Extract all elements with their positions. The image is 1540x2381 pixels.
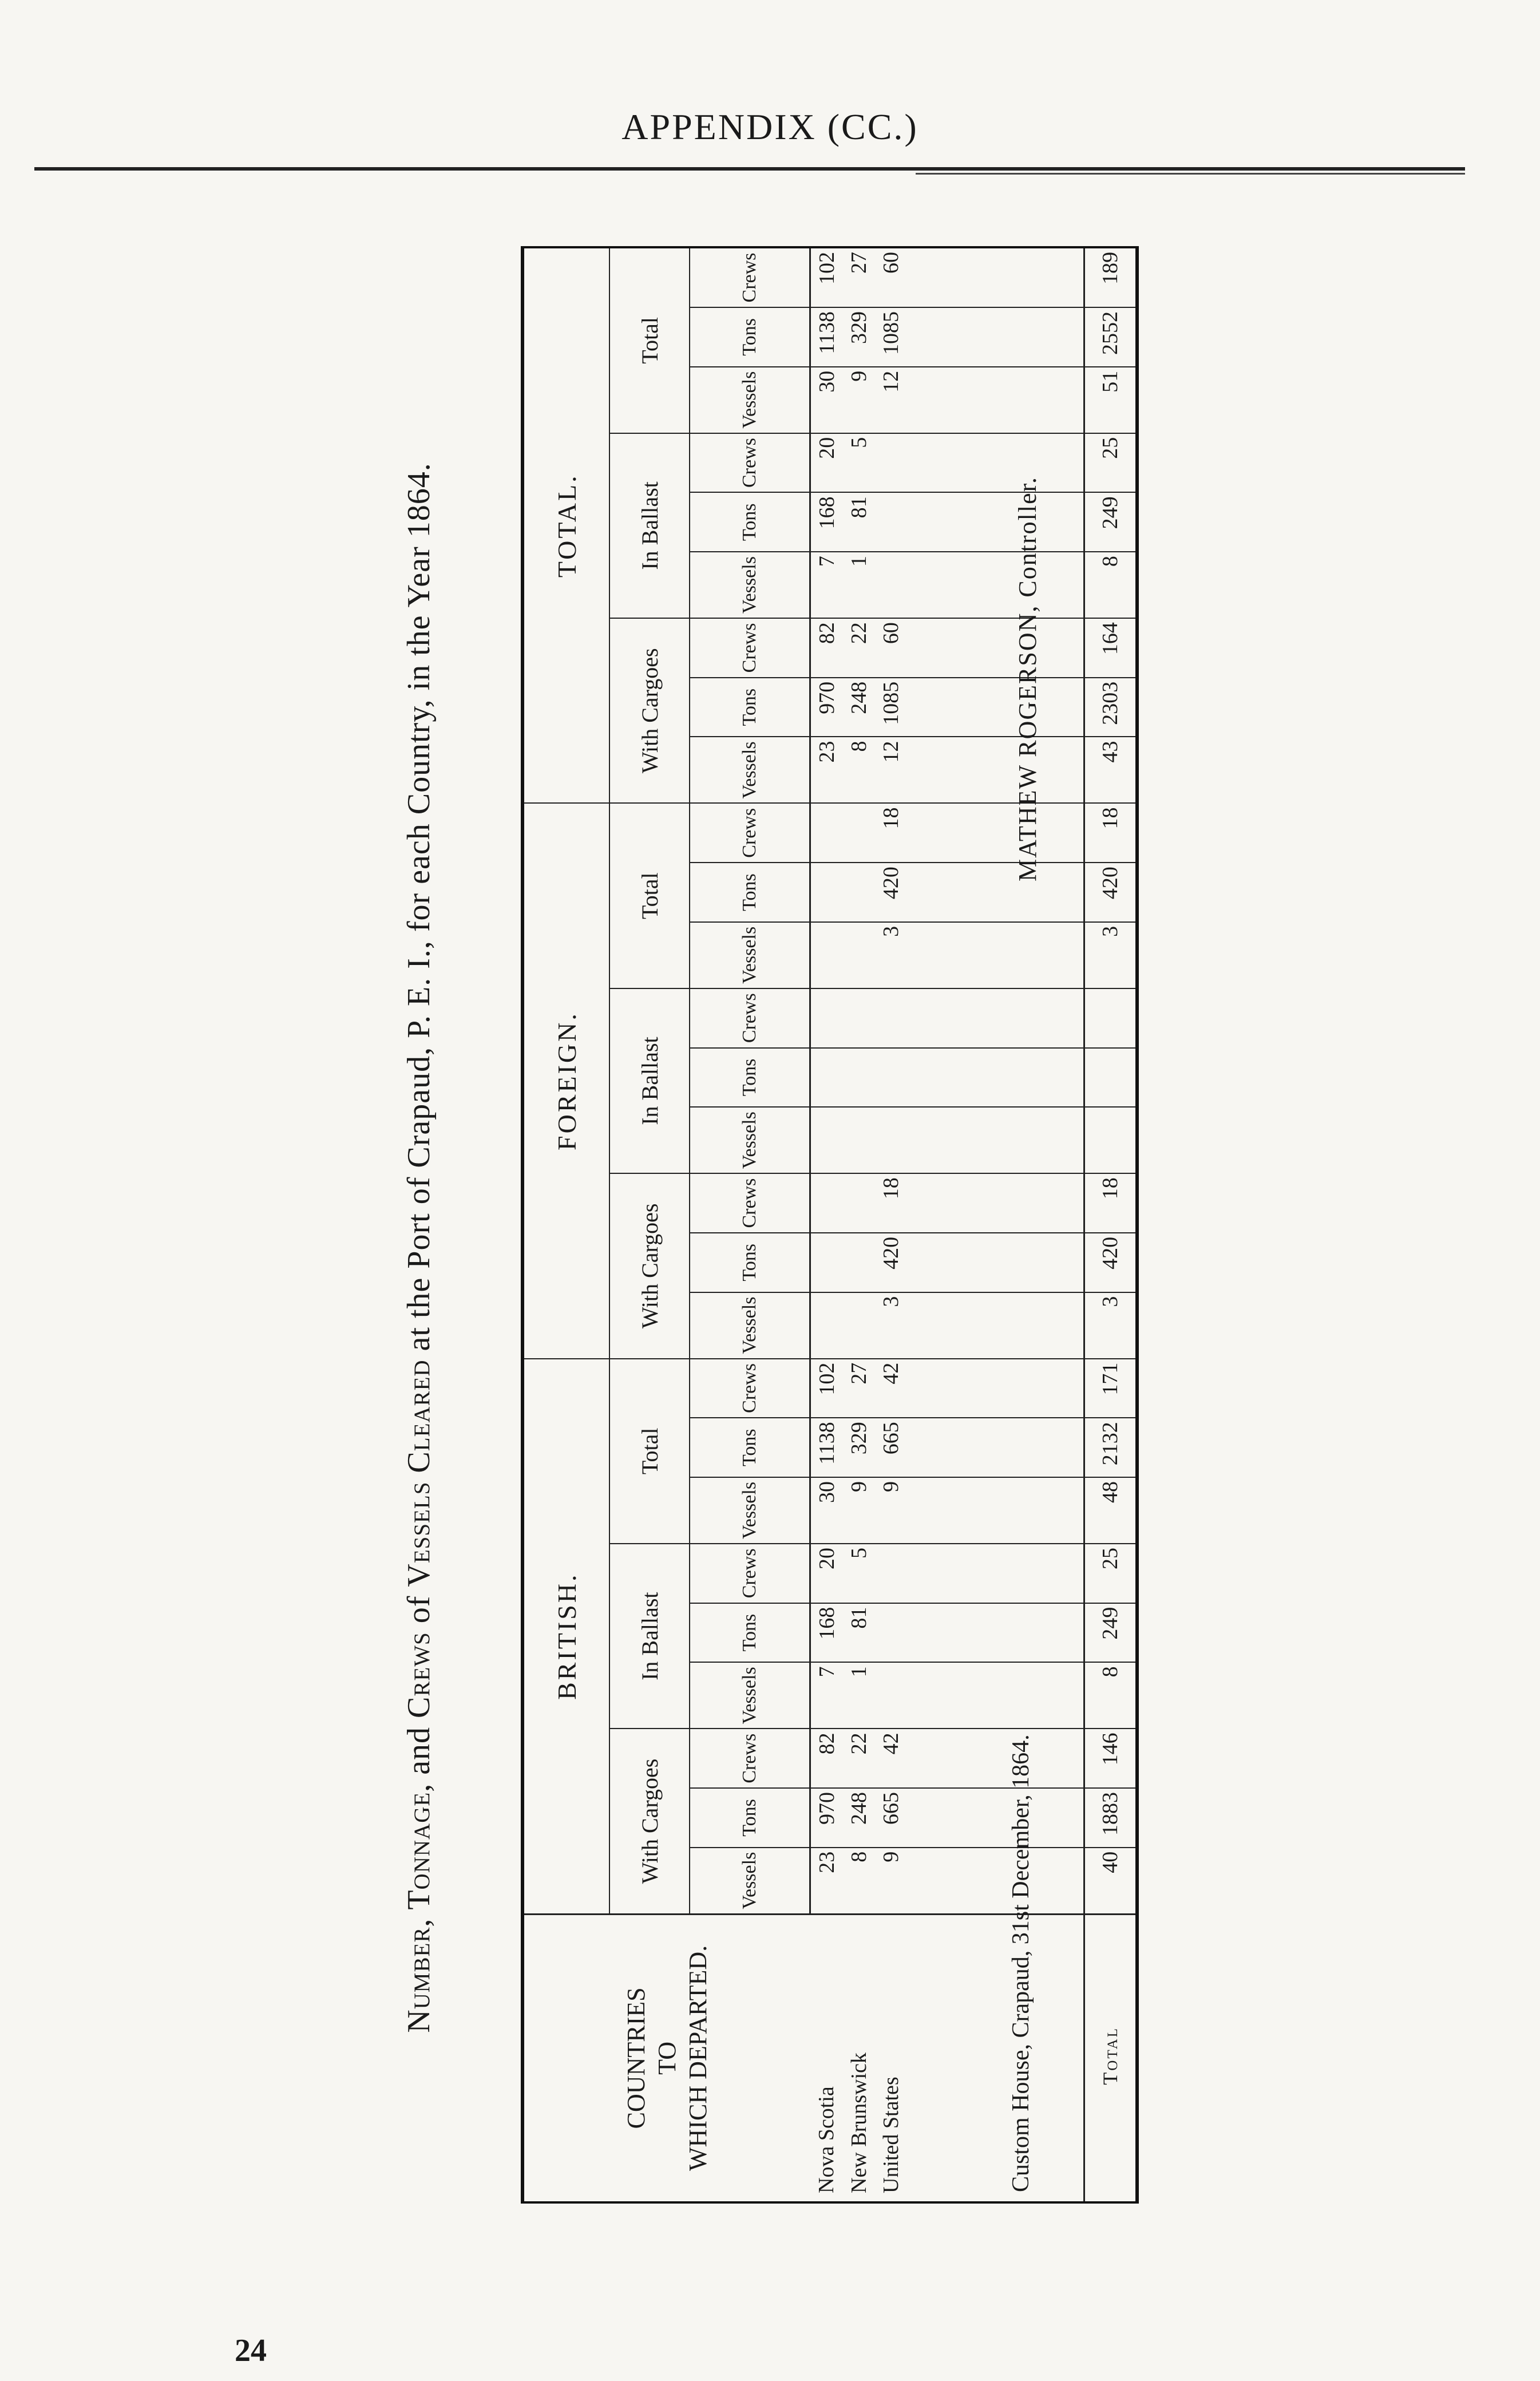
spacer-cell	[907, 803, 1084, 863]
subgroup-header: Total	[609, 247, 690, 433]
table-row	[843, 247, 875, 2202]
column-header-crews: Crews	[690, 433, 810, 493]
column-header-crews: Crews	[690, 988, 810, 1048]
spacer-cell	[907, 1107, 1084, 1173]
subgroup-header: With Cargoes	[609, 1729, 690, 1914]
cell-british-total-crews: 42	[875, 1359, 907, 1418]
cell-grand-total-crews: 27	[843, 247, 875, 307]
cell-grand-total-tons: 1138	[810, 307, 844, 367]
cell-foreign-ballast-crews	[843, 988, 875, 1048]
signature: MATHEW ROGERSON, Controller.	[1014, 476, 1042, 881]
spacer-cell	[907, 1048, 1084, 1108]
column-header-tons: Tons	[690, 1418, 810, 1477]
cell-foreign-total-vessels	[810, 922, 844, 988]
column-header-row	[690, 247, 810, 2202]
cell-foreign-ballast-vessels	[875, 1107, 907, 1173]
cell-foreign-cargo-crews	[810, 1173, 844, 1233]
cell-foreign-total-vessels: 3	[875, 922, 907, 988]
spacer-cell	[907, 922, 1084, 988]
cell-grand-ballast-vessels: 7	[810, 552, 844, 618]
cell-foreign-total-tons: 420	[1084, 863, 1138, 922]
spacer-cell	[907, 492, 1084, 552]
title-word: and	[401, 1726, 437, 1775]
cell-british-ballast-vessels	[875, 1662, 907, 1729]
cell-foreign-cargo-vessels	[810, 1292, 844, 1359]
cell-british-total-vessels: 9	[843, 1477, 875, 1544]
cell-grand-total-crews: 102	[810, 247, 844, 307]
table-row	[810, 247, 844, 2202]
page-number: 24	[235, 2333, 267, 2368]
table-spacer	[907, 247, 1084, 2202]
table-title	[401, 212, 437, 2284]
spacer-cell	[907, 737, 1084, 803]
cell-foreign-total-crews: 18	[875, 803, 907, 863]
cell-grand-ballast-vessels: 1	[843, 552, 875, 618]
country-header-line: COUNTRIES	[621, 1987, 650, 2129]
cell-grand-cargo-vessels: 23	[810, 737, 844, 803]
column-header-vessels: Vessels	[690, 1477, 810, 1544]
cell-foreign-ballast-crews	[1084, 988, 1138, 1048]
column-header-vessels: Vessels	[690, 1292, 810, 1359]
cell-grand-total-vessels: 30	[810, 367, 844, 433]
country-header-line: TO	[652, 2041, 681, 2075]
column-header-vessels: Vessels	[690, 367, 810, 433]
cell-foreign-cargo-vessels: 3	[875, 1292, 907, 1359]
subgroup-header: In Ballast	[609, 1544, 690, 1729]
subgroup-header: In Ballast	[609, 433, 690, 618]
cell-british-ballast-crews: 5	[843, 1544, 875, 1603]
cell-british-cargo-vessels: 8	[843, 1848, 875, 1915]
cell-british-ballast-tons: 81	[843, 1603, 875, 1663]
spacer-cell	[907, 1233, 1084, 1292]
column-header-crews: Crews	[690, 803, 810, 863]
title-word: Cleared	[401, 1359, 437, 1473]
cell-british-total-vessels: 9	[875, 1477, 907, 1544]
cell-foreign-total-tons: 420	[875, 863, 907, 922]
spacer-cell	[907, 1418, 1084, 1477]
cell-grand-cargo-tons: 2303	[1084, 678, 1138, 737]
cell-british-total-crews: 171	[1084, 1359, 1138, 1418]
cell-british-ballast-vessels: 1	[843, 1662, 875, 1729]
cell-grand-total-crews: 60	[875, 247, 907, 307]
spacer-cell	[907, 1729, 1084, 1788]
title-word: Number,	[401, 1918, 437, 2033]
column-header-crews: Crews	[690, 618, 810, 678]
cell-grand-cargo-tons: 248	[843, 678, 875, 737]
cell-foreign-ballast-vessels	[810, 1107, 844, 1173]
vessels-table	[521, 246, 1139, 2204]
column-header-tons: Tons	[690, 1603, 810, 1663]
cell-british-cargo-crews: 146	[1084, 1729, 1138, 1788]
cell-british-total-vessels: 48	[1084, 1477, 1138, 1544]
title-word: Tonnage,	[401, 1783, 437, 1910]
cell-grand-total-tons: 2552	[1084, 307, 1138, 367]
cell-british-total-vessels: 30	[810, 1477, 844, 1544]
group-header-foreign: FOREIGN.	[522, 803, 609, 1358]
cell-british-ballast-crews: 25	[1084, 1544, 1138, 1603]
cell-british-ballast-tons	[875, 1603, 907, 1663]
total-label: Total	[1084, 1914, 1138, 2202]
cell-grand-ballast-crews: 25	[1084, 433, 1138, 493]
cell-foreign-total-vessels: 3	[1084, 922, 1138, 988]
spacer-cell	[907, 988, 1084, 1048]
spacer-cell	[907, 1477, 1084, 1544]
column-header-crews: Crews	[690, 1173, 810, 1233]
cell-foreign-ballast-tons	[810, 1048, 844, 1108]
group-header-total: TOTAL.	[522, 247, 609, 803]
column-header-tons: Tons	[690, 1048, 810, 1108]
subgroup-header-row	[609, 247, 690, 2202]
cell-grand-cargo-crews: 82	[810, 618, 844, 678]
cell-british-cargo-crews: 22	[843, 1729, 875, 1788]
cell-grand-ballast-tons	[875, 492, 907, 552]
cell-foreign-total-crews	[810, 803, 844, 863]
cell-british-cargo-tons: 665	[875, 1788, 907, 1848]
cell-foreign-cargo-crews: 18	[875, 1173, 907, 1233]
cell-grand-ballast-tons: 81	[843, 492, 875, 552]
table-row	[875, 247, 907, 2202]
cell-british-ballast-crews	[875, 1544, 907, 1603]
cell-grand-ballast-vessels: 8	[1084, 552, 1138, 618]
subgroup-header: In Ballast	[609, 988, 690, 1173]
spacer-cell	[907, 1662, 1084, 1729]
spacer-cell	[907, 1914, 1084, 2202]
cell-british-total-tons: 1138	[810, 1418, 844, 1477]
column-header-tons: Tons	[690, 1233, 810, 1292]
cell-foreign-total-vessels	[843, 922, 875, 988]
cell-grand-total-vessels: 9	[843, 367, 875, 433]
spacer-cell	[907, 433, 1084, 493]
title-rest: at the Port of Crapaud, P. E. I., for each Country, in the Year 1864.	[401, 462, 437, 1351]
cell-foreign-cargo-tons: 420	[875, 1233, 907, 1292]
cell-foreign-ballast-tons	[1084, 1048, 1138, 1108]
column-header-vessels: Vessels	[690, 1107, 810, 1173]
cell-foreign-total-tons	[843, 863, 875, 922]
column-header-vessels: Vessels	[690, 552, 810, 618]
cell-british-total-tons: 329	[843, 1418, 875, 1477]
cell-british-cargo-vessels: 9	[875, 1848, 907, 1915]
cell-grand-cargo-crews: 164	[1084, 618, 1138, 678]
cell-grand-ballast-vessels	[875, 552, 907, 618]
spacer-cell	[907, 1788, 1084, 1848]
subgroup-header: Total	[609, 1359, 690, 1544]
column-header-tons: Tons	[690, 1788, 810, 1848]
cell-grand-total-tons: 1085	[875, 307, 907, 367]
cell-grand-total-vessels: 12	[875, 367, 907, 433]
cell-grand-ballast-crews	[875, 433, 907, 493]
title-word: Vessels	[401, 1481, 437, 1587]
cell-grand-cargo-crews: 60	[875, 618, 907, 678]
cell-foreign-cargo-tons	[810, 1233, 844, 1292]
spacer-cell	[907, 247, 1084, 307]
cell-foreign-total-tons	[810, 863, 844, 922]
spacer-cell	[907, 678, 1084, 737]
cell-foreign-ballast-vessels	[843, 1107, 875, 1173]
cell-grand-cargo-tons: 1085	[875, 678, 907, 737]
column-header-crews: Crews	[690, 247, 810, 307]
country-name: New Brunswick	[843, 1914, 875, 2202]
cell-british-cargo-vessels: 40	[1084, 1848, 1138, 1915]
cell-british-total-crews: 102	[810, 1359, 844, 1418]
rotated-content	[401, 212, 1122, 2284]
spacer-cell	[907, 618, 1084, 678]
cell-foreign-total-crews: 18	[1084, 803, 1138, 863]
cell-british-total-crews: 27	[843, 1359, 875, 1418]
cell-grand-cargo-tons: 970	[810, 678, 844, 737]
total-row	[1084, 247, 1138, 2202]
spacer-cell	[907, 1292, 1084, 1359]
column-header-crews: Crews	[690, 1359, 810, 1418]
country-column-header	[522, 1914, 810, 2202]
spacer-cell	[907, 1544, 1084, 1603]
title-word: of	[401, 1595, 437, 1624]
cell-british-cargo-crews: 42	[875, 1729, 907, 1788]
appendix-heading: APPENDIX (CC.)	[621, 106, 919, 147]
cell-grand-ballast-crews: 5	[843, 433, 875, 493]
cell-british-ballast-crews: 20	[810, 1544, 844, 1603]
cell-foreign-cargo-tons: 420	[1084, 1233, 1138, 1292]
table-body	[810, 247, 1138, 2202]
column-header-tons: Tons	[690, 492, 810, 552]
cell-grand-total-vessels: 51	[1084, 367, 1138, 433]
cell-foreign-ballast-tons	[843, 1048, 875, 1108]
column-header-crews: Crews	[690, 1544, 810, 1603]
cell-british-ballast-tons: 249	[1084, 1603, 1138, 1663]
column-header-crews: Crews	[690, 1729, 810, 1788]
spacer-cell	[907, 367, 1084, 433]
cell-grand-total-crews: 189	[1084, 247, 1138, 307]
cell-british-cargo-vessels: 23	[810, 1848, 844, 1915]
cell-british-cargo-tons: 248	[843, 1788, 875, 1848]
column-header-vessels: Vessels	[690, 1662, 810, 1729]
column-header-tons: Tons	[690, 307, 810, 367]
cell-grand-cargo-vessels: 12	[875, 737, 907, 803]
cell-british-total-tons: 665	[875, 1418, 907, 1477]
cell-foreign-cargo-crews	[843, 1173, 875, 1233]
subgroup-header: With Cargoes	[609, 618, 690, 803]
column-header-vessels: Vessels	[690, 922, 810, 988]
cell-british-ballast-vessels: 8	[1084, 1662, 1138, 1729]
cell-british-cargo-tons: 970	[810, 1788, 844, 1848]
cell-british-ballast-tons: 168	[810, 1603, 844, 1663]
cell-foreign-ballast-crews	[810, 988, 844, 1048]
country-name: Nova Scotia	[810, 1914, 844, 2202]
column-header-vessels: Vessels	[690, 737, 810, 803]
cell-grand-ballast-tons: 168	[810, 492, 844, 552]
cell-grand-cargo-vessels: 43	[1084, 737, 1138, 803]
spacer-cell	[907, 1848, 1084, 1915]
cell-foreign-ballast-vessels	[1084, 1107, 1138, 1173]
spacer-cell	[907, 307, 1084, 367]
cell-grand-ballast-tons: 249	[1084, 492, 1138, 552]
cell-grand-cargo-crews: 22	[843, 618, 875, 678]
cell-grand-cargo-vessels: 8	[843, 737, 875, 803]
cell-grand-total-tons: 329	[843, 307, 875, 367]
column-header-tons: Tons	[690, 678, 810, 737]
header-rule	[34, 167, 1465, 171]
country-header-line: WHICH DEPARTED.	[683, 1945, 712, 2171]
spacer-cell	[907, 1359, 1084, 1418]
cell-grand-ballast-crews: 20	[810, 433, 844, 493]
cell-foreign-cargo-crews: 18	[1084, 1173, 1138, 1233]
country-name: United States	[875, 1914, 907, 2202]
cell-british-total-tons: 2132	[1084, 1418, 1138, 1477]
cell-british-ballast-vessels: 7	[810, 1662, 844, 1729]
header-rule-secondary	[916, 173, 1465, 175]
subgroup-header: Total	[609, 803, 690, 988]
cell-foreign-cargo-vessels: 3	[1084, 1292, 1138, 1359]
cell-british-cargo-tons: 1883	[1084, 1788, 1138, 1848]
group-header-british: BRITISH.	[522, 1359, 609, 1915]
column-header-vessels: Vessels	[690, 1848, 810, 1915]
cell-foreign-cargo-tons	[843, 1233, 875, 1292]
cell-foreign-ballast-tons	[875, 1048, 907, 1108]
cell-british-cargo-crews: 82	[810, 1729, 844, 1788]
spacer-cell	[907, 1173, 1084, 1233]
subgroup-header: With Cargoes	[609, 1173, 690, 1358]
title-word: Crews	[401, 1632, 437, 1718]
spacer-cell	[907, 1603, 1084, 1663]
cell-foreign-cargo-vessels	[843, 1292, 875, 1359]
spacer-cell	[907, 552, 1084, 618]
column-header-tons: Tons	[690, 863, 810, 922]
cell-foreign-total-crews	[843, 803, 875, 863]
place-date: Custom House, Crapaud, 31st December, 1864.	[1008, 1734, 1034, 2192]
cell-foreign-ballast-crews	[875, 988, 907, 1048]
spacer-cell	[907, 863, 1084, 922]
